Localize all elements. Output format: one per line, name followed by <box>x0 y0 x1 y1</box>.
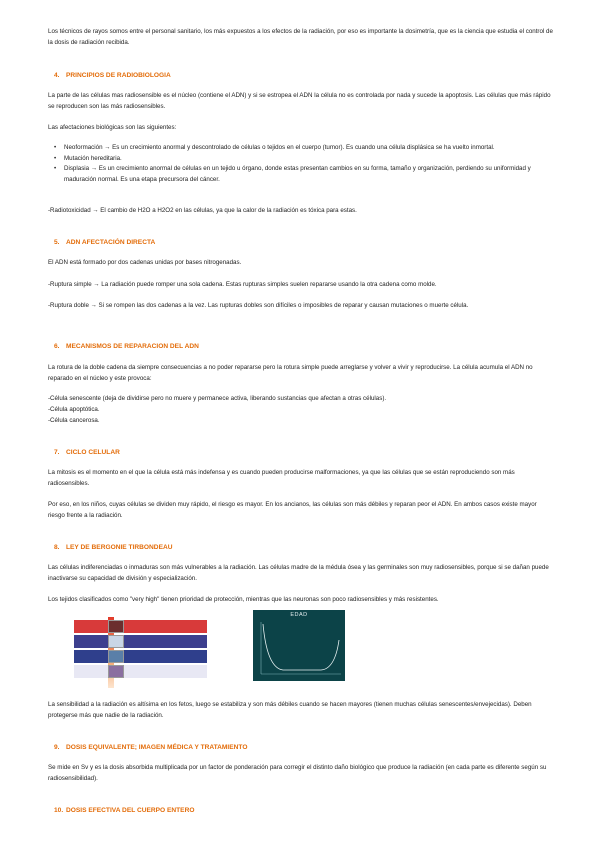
s4-paragraph-3: -Radiotoxicidad → El cambio de H2O a H2O2 en las células, ya que la calor de la radiación es tóxica para estas. <box>48 207 357 214</box>
list-item: • Neoformación → Es un crecimiento anormal y descontrolado de células o tejidos en el cuerpo (tumor). Es cuando una célula displásica se ha vuelto inmortal. <box>48 143 553 154</box>
section-10-heading <box>54 806 194 815</box>
s8-paragraph-2: Los tejidos clasificados como "very high" tienen prioridad de protección, mientras que las neuronas son poco radiosensibles y más resistentes. <box>48 596 439 603</box>
section-title: PRINCIPIOS DE RADIOBIOLOGIA <box>66 72 171 79</box>
table-row <box>74 665 207 678</box>
radiosensitivity-table-rows <box>74 620 207 680</box>
section-number: 9. <box>54 744 60 751</box>
s6-line-2: -Célula apoptótica. <box>48 406 100 413</box>
age-sensitivity-image <box>253 610 345 681</box>
s4-paragraph-1: La parte de las células mas radiosensible es el núcleo (contiene el ADN) y si se estropea el ADN la célula no es controlada por nada y sucede la apoptosis. Las células que más rápido se reproducen son las más radiosensibles. <box>48 92 551 110</box>
intro-paragraph: Los técnicos de rayos somos entre el personal sanitario, los más expuestos a los efectos de la radiación, por eso es importante la dosimetría, que es la ciencia que estudia el control de la dosis de radiación recibida. <box>48 28 553 46</box>
section-8-heading <box>54 543 173 552</box>
s7-paragraph-2: Por eso, en los niños, cuyas células se dividen muy rápido, el riesgo es mayor. En los ancianos, las células son más débiles y reparan peor el ADN. En ambos casos existe mayor riesgo frente a la radiación. <box>48 501 537 519</box>
table-row <box>74 635 207 648</box>
section-6-heading <box>54 342 199 351</box>
s4-bullet-list <box>48 143 553 185</box>
section-9-heading <box>54 743 247 752</box>
section-number: 5. <box>54 239 60 246</box>
s5-paragraph-1: El ADN está formado por dos cadenas unidas por bases nitrogenadas. <box>48 259 242 266</box>
section-5-heading <box>54 238 155 247</box>
s5-paragraph-2b: -Ruptura doble → Si se rompen las dos cadenas a la vez. Las rupturas dobles son difíciles o imposibles de reparar y causan mutaciones o muerte célula. <box>48 302 469 309</box>
s7-paragraph-1: La mitosis es el momento en el que la célula está más indefensa y es cuando pueden producirse malformaciones, ya que las células que se están reproduciendo son más radiosensibles. <box>48 469 515 487</box>
section-title: LEY DE BERGONIE TIRBONDEAU <box>66 544 173 551</box>
s9-paragraph-1: Se mide en Sv y es la dosis absorbida multiplicada por un factor de ponderación para corregir el distinto daño biológico que produce la radiación (en cada parte es diferente según su radiosensibilidad). <box>48 764 547 782</box>
section-title: MECANISMOS DE REPARACION DEL ADN <box>66 343 199 350</box>
section-number: 8. <box>54 544 60 551</box>
section-number: 7. <box>54 449 60 456</box>
s6-line-1: -Célula senescente (deja de dividirse pero no muere y permanece activa, liberando sustancias que afectan a otras células). <box>48 395 387 402</box>
image-title: EDAD <box>290 612 308 618</box>
s5-paragraph-2a: -Ruptura simple → La radiación puede romper una sola cadena. Estas rupturas simples suelen repararse usando la otra cadena como molde. <box>48 281 437 288</box>
s8-paragraph-1: Las células indiferenciadas o inmaduras son más vulnerables a la radiación. Las células madre de la médula ósea y las germinales son muy radiosensibles, porque si se dañan puede inactivarse su capacidad de división y especialización. <box>48 564 549 582</box>
section-title: DOSIS EFECTIVA DEL CUERPO ENTERO <box>66 807 195 814</box>
age-curve-graphic <box>253 610 345 681</box>
section-number: 4. <box>54 72 60 79</box>
s8-paragraph-3: La sensibilidad a la radiación es altísima en los fetos, luego se estabiliza y son más débiles cuando se hacen mayores (tienen muchas células senescentes/envejecidas). Deben protegerse más que nadie de la radiación. <box>48 701 532 719</box>
s4-paragraph-2: Las afectaciones biológicas son las siguientes: <box>48 124 177 131</box>
section-title: DOSIS EQUIVALENTE; IMAGEN MÉDICA Y TRATAMIENTO <box>66 744 248 751</box>
list-item: • Mutación hereditaria. <box>48 154 553 165</box>
s6-line-3: -Célula cancerosa. <box>48 417 100 424</box>
section-number: 10. <box>54 807 64 814</box>
section-4-heading <box>54 71 171 80</box>
s6-paragraph-1: La rotura de la doble cadena da siempre consecuencias a no poder repararse pero la rotura simple puede arreglarse y volver a vivir y reproducirse. La célula acumula el ADN no reparado en el núcleo y este provoca: <box>48 364 533 382</box>
list-item: • Displasia → Es un crecimiento anormal de células en un tejido u órgano, donde estas presentan cambios en su forma, tamaño y organización, perdiendo su uniformidad y maduración normal. Es una etapa precursora del cáncer. <box>48 164 553 185</box>
section-number: 6. <box>54 343 60 350</box>
table-row <box>74 620 207 633</box>
section-title: CICLO CELULAR <box>66 449 120 456</box>
section-7-heading <box>54 448 120 457</box>
section-title: ADN AFECTACIÓN DIRECTA <box>66 239 156 246</box>
table-row <box>74 650 207 663</box>
